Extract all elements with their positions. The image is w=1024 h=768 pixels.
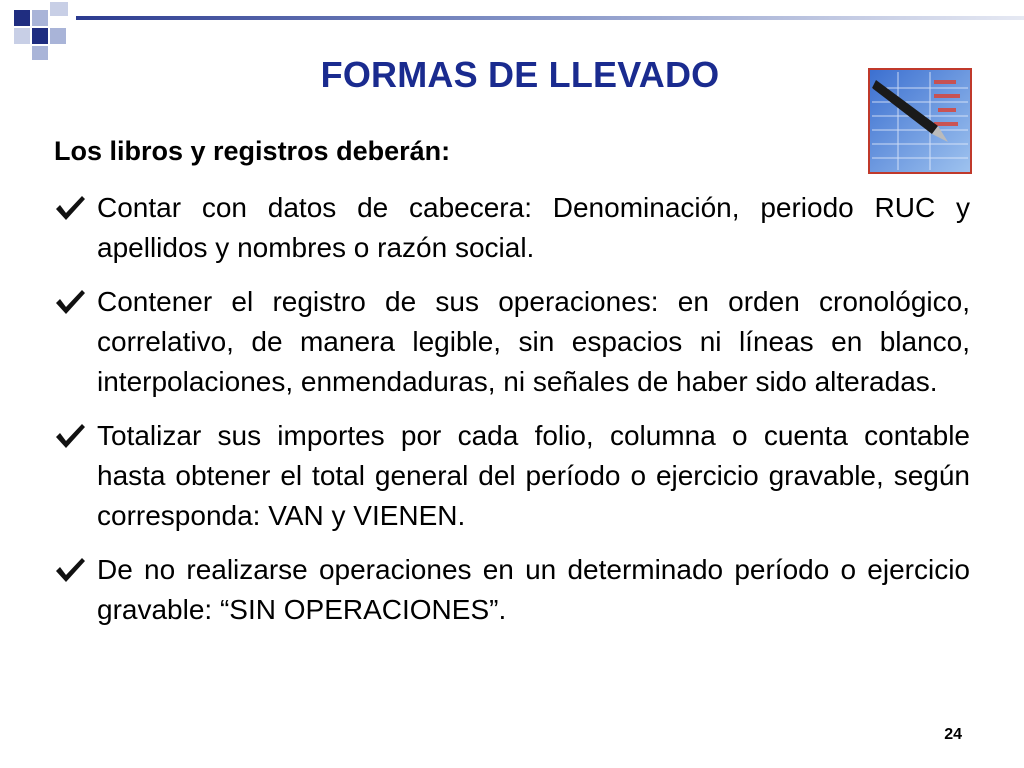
header-rule <box>76 16 1024 20</box>
checkmark-icon <box>54 194 86 222</box>
list-item <box>54 282 970 402</box>
checkmark-icon <box>54 556 86 584</box>
checkmark-icon <box>54 288 86 316</box>
slide-title: FORMAS DE LLEVADO <box>320 54 720 95</box>
checkmark-icon <box>54 422 86 450</box>
bullet-list <box>54 188 970 644</box>
bullet-text: Contar con datos de cabecera: Denominación, periodo RUC y apellidos y nombres o razón social. <box>97 192 970 263</box>
list-item <box>54 550 970 630</box>
subheading: Los libros y registros deberán: <box>54 136 451 166</box>
list-item <box>54 416 970 536</box>
bullet-text: Totalizar sus importes por cada folio, columna o cuenta contable hasta obtener el total general del período o ejercicio gravable, según corresponda: VAN y VIENEN. <box>97 420 970 531</box>
bullet-text: Contener el registro de sus operaciones: en orden cronológico, correlativo, de manera legible, sin espacios ni líneas en blanco, interpolaciones, enmendaduras, ni señales de haber sido alteradas. <box>97 286 970 397</box>
bullet-text: De no realizarse operaciones en un determinado período o ejercicio gravable: “SIN OPERACIONES”. <box>97 554 970 625</box>
page-number: 24 <box>944 726 962 743</box>
list-item <box>54 188 970 268</box>
spreadsheet-pen-icon <box>868 68 972 174</box>
